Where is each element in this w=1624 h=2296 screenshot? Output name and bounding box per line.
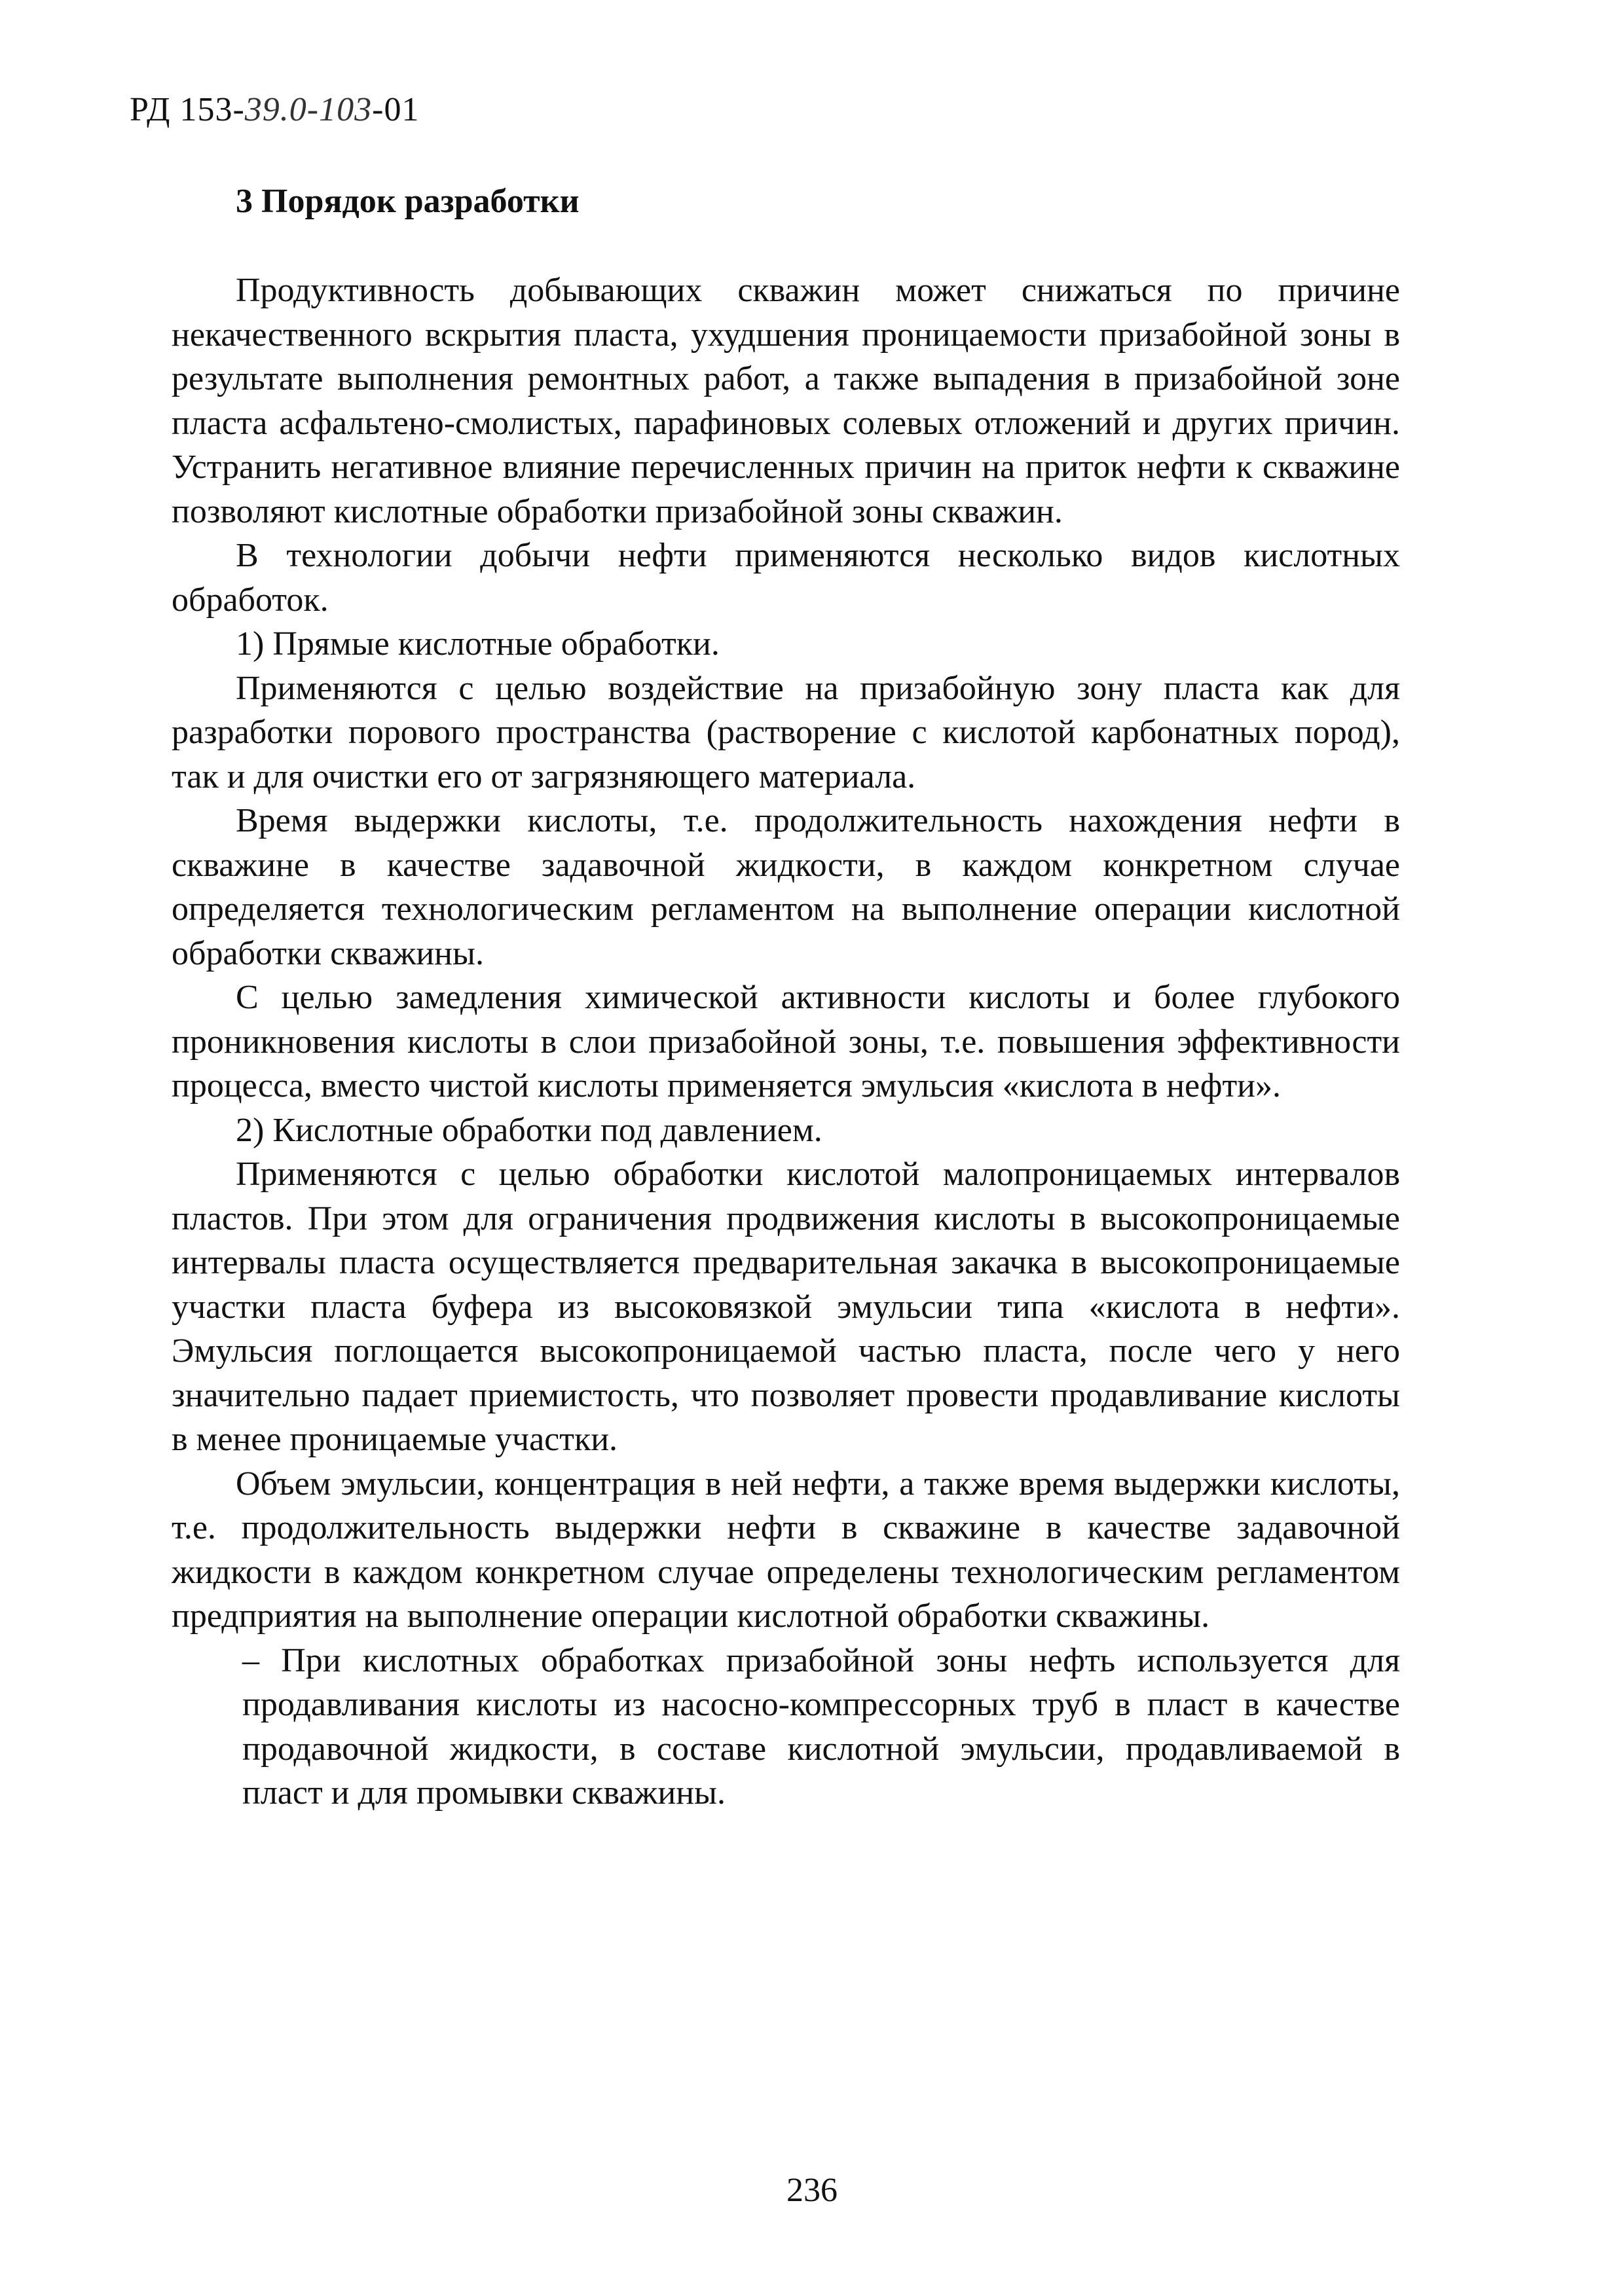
list-item: 2) Кислотные обработки под давлением. [236, 1111, 822, 1149]
paragraph: В технологии добычи нефти применяются несколько видов кислотных обработок. [172, 537, 1400, 619]
paragraph: Применяются с целью воздействие на призабойную зону пласта как для разработки порового пространства (растворение с кислотой карбонатных пород), так и для очистки его от загрязняющего материала. [172, 669, 1400, 795]
section-title: 3 Порядок разработки [236, 183, 580, 220]
paragraph: С целью замедления химической активности кислоты и более глубокого проникновения кислоты в слои призабойной зоны, т.е. повышения эффективности процесса, вместо чистой кислоты применяется эмульсия «кислота в нефти». [172, 979, 1400, 1104]
doc-code-handwritten: 39.0-103 [244, 91, 373, 128]
paragraph: Объем эмульсии, концентрация в ней нефти, а также время выдержки кислоты, т.е. продолжительность выдержки нефти в скважине в качестве задавочной жидкости в каждом конкретном случае определены технологическим регламентом предприятия на выполнение операции кислотной обработки скважины. [172, 1465, 1400, 1635]
dash-list-item: – При кислотных обработках призабойной зоны нефть используется для продавливания кислоты из насосно-компрессорных труб в пласт в качестве продавочной жидкости, в составе кислотной эмульсии, продавливаемой в пласт и для промывки скважины. [242, 1641, 1400, 1812]
paragraph: Время выдержки кислоты, т.е. продолжительность нахождения нефти в скважине в качестве задавочной жидкости, в каждом конкретном случае определяется технологическим регламентом на выполнение операции кислотной обработки скважины. [172, 802, 1400, 972]
doc-code-prefix: РД 153- [130, 91, 245, 128]
paragraph: Продуктивность добывающих скважин может снижаться по причине некачественного вскрытия пласта, ухудшения проницаемости призабойной зоны в результате выполнения ремонтных работ, а также выпадения в призабойной зоне пласта асфальтено-смолистых, парафиновых солевых отложений и других причин. Устранить негативное влияние перечисленных причин на приток нефти к скважине позволяют кислотные обработки призабойной зоны скважин. [172, 272, 1400, 530]
document-code [130, 93, 419, 127]
list-item: 1) Прямые кислотные обработки. [236, 625, 720, 663]
page-number: 236 [786, 2172, 838, 2209]
doc-code-suffix: -01 [372, 91, 420, 128]
body-text [172, 268, 1400, 1815]
paragraph: Применяются с целью обработки кислотой малопроницаемых интервалов пластов. При этом для ограничения продвижения кислоты в высокопроницаемые интервалы пласта осуществляется предварительная закачка в высокопроницаемые участки пласта буфера из высоковязкой эмульсии типа «кислота в нефти». Эмульсия поглощается высокопроницаемой частью пласта, после чего у него значительно падает приемистость, что позволяет провести продавливание кислоты в менее проницаемые участки. [172, 1156, 1400, 1458]
